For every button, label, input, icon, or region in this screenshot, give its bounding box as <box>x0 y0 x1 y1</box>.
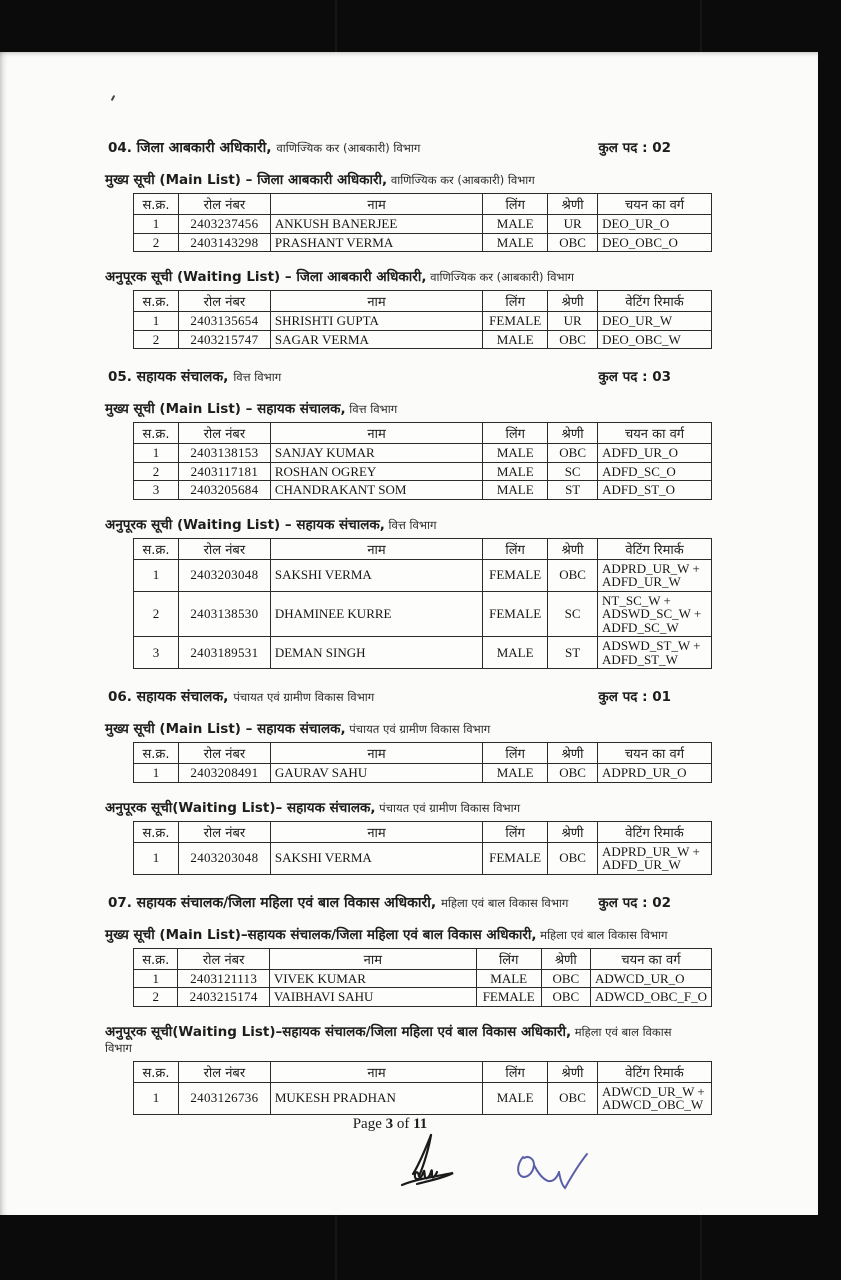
column-header: नाम <box>270 1061 482 1082</box>
gender-cell: MALE <box>483 462 548 481</box>
category-cell: ST <box>548 481 598 500</box>
column-header: श्रेणी <box>548 743 598 764</box>
total-posts: कुल पद : 03 <box>598 369 671 385</box>
selection-class-cell: ADFD_SC_O <box>598 462 712 481</box>
category-cell: OBC <box>548 1082 598 1114</box>
serial-cell: 1 <box>134 764 179 783</box>
column-header: श्रेणी <box>541 948 590 969</box>
name-cell: SAKSHI VERMA <box>270 842 482 874</box>
category-cell: OBC <box>548 233 598 252</box>
document-page <box>0 52 818 1215</box>
gender-cell: MALE <box>483 444 548 463</box>
gender-cell: MALE <box>476 969 541 988</box>
waiting-remark-cell: ADWCD_UR_W + ADWCD_OBC_W <box>597 1082 711 1114</box>
result-row <box>134 764 712 783</box>
gender-cell: FEMALE <box>483 591 548 637</box>
serial-cell: 1 <box>134 842 179 874</box>
waiting-list-table <box>133 821 712 875</box>
result-row <box>134 969 712 988</box>
category-cell: OBC <box>548 444 598 463</box>
main-list-heading-department: वाणिज्यिक कर (आबकारी) विभाग <box>387 173 535 187</box>
serial-cell: 2 <box>134 462 179 481</box>
page-num: 3 <box>385 1116 394 1132</box>
category-cell: SC <box>548 462 598 481</box>
result-row <box>134 1082 712 1114</box>
post-name: सहायक संचालक, <box>136 689 234 705</box>
name-cell: ANKUSH BANERJEE <box>270 215 482 234</box>
serial-cell: 3 <box>134 481 179 500</box>
result-row <box>134 591 712 637</box>
column-header: वेटिंग रिमार्क <box>597 1061 711 1082</box>
column-header: श्रेणी <box>548 291 598 312</box>
selection-class-cell: ADWCD_UR_O <box>591 969 712 988</box>
main-list-heading-title: मुख्य सूची (Main List) – जिला आबकारी अधिकारी, <box>105 172 388 188</box>
column-header: नाम <box>269 948 476 969</box>
serial-cell: 2 <box>134 233 179 252</box>
section-heading <box>105 892 671 912</box>
roll-number-cell: 2403203048 <box>178 559 270 591</box>
result-row <box>134 312 712 331</box>
roll-number-cell: 2403117181 <box>178 462 270 481</box>
column-header: लिंग <box>483 194 548 215</box>
category-cell: SC <box>548 591 598 637</box>
main-list-heading-department: महिला एवं बाल विकास विभाग <box>536 927 668 942</box>
waiting-list-table <box>133 290 712 349</box>
column-header: नाम <box>270 743 482 764</box>
total-posts: कुल पद : 02 <box>598 140 671 156</box>
header-row <box>134 1061 712 1082</box>
selection-class-cell: ADFD_ST_O <box>598 481 712 500</box>
result-row <box>134 637 712 669</box>
waiting-list-heading <box>105 515 675 533</box>
signature-blue-icon <box>513 1150 591 1194</box>
roll-number-cell: 2403135654 <box>178 312 270 331</box>
main-list-table <box>133 742 712 783</box>
gender-cell: MALE <box>483 330 548 349</box>
roll-number-cell: 2403215174 <box>178 988 269 1007</box>
section-title <box>108 686 374 706</box>
section-number: 04. <box>108 140 137 156</box>
gender-cell: MALE <box>483 215 548 234</box>
name-cell: SAKSHI VERMA <box>270 559 482 591</box>
column-header: स.क्र. <box>134 948 178 969</box>
result-row <box>134 330 712 349</box>
gender-cell: MALE <box>483 637 548 669</box>
name-cell: GAURAV SAHU <box>270 764 482 783</box>
column-header: लिंग <box>476 948 541 969</box>
main-list-table <box>133 422 712 500</box>
column-header: स.क्र. <box>134 291 179 312</box>
gender-cell: FEMALE <box>483 312 548 331</box>
result-row <box>134 559 712 591</box>
section-title <box>108 892 568 912</box>
name-cell: SAGAR VERMA <box>270 330 482 349</box>
main-list-heading-title: मुख्य सूची (Main List) – सहायक संचालक, <box>105 721 346 737</box>
waiting-list <box>105 798 700 875</box>
category-cell: OBC <box>548 842 598 874</box>
column-header: रोल नंबर <box>178 194 270 215</box>
main-list-heading <box>105 925 675 943</box>
column-header: चयन का वर्ग <box>598 423 712 444</box>
section-heading <box>105 137 671 157</box>
result-row <box>134 842 712 874</box>
main-list-heading-title: मुख्य सूची (Main List) – सहायक संचालक, <box>105 401 346 417</box>
serial-cell: 2 <box>134 591 179 637</box>
name-cell: CHANDRAKANT SOM <box>270 481 482 500</box>
column-header: रोल नंबर <box>178 423 270 444</box>
result-row <box>134 444 712 463</box>
result-row <box>134 988 712 1007</box>
selection-class-cell: ADFD_UR_O <box>598 444 712 463</box>
main-list-table <box>133 193 712 252</box>
main-list <box>105 925 707 1007</box>
category-cell: OBC <box>548 330 598 349</box>
gender-cell: FEMALE <box>483 559 548 591</box>
name-cell: SHRISHTI GUPTA <box>270 312 482 331</box>
serial-cell: 1 <box>134 559 179 591</box>
waiting-list-heading <box>105 267 675 285</box>
column-header: रोल नंबर <box>178 1061 270 1082</box>
column-header: नाम <box>270 423 482 444</box>
serial-cell: 2 <box>134 988 178 1007</box>
column-header: श्रेणी <box>548 821 598 842</box>
roll-number-cell: 2403121113 <box>178 969 269 988</box>
column-header: लिंग <box>483 291 548 312</box>
category-cell: OBC <box>548 764 598 783</box>
header-row <box>134 538 712 559</box>
serial-cell: 1 <box>134 1082 179 1114</box>
roll-number-cell: 2403189531 <box>178 637 270 669</box>
post-section-05 <box>105 366 702 669</box>
main-list <box>105 719 687 783</box>
waiting-list-heading-department: वाणिज्यिक कर (आबकारी) विभाग <box>426 270 575 284</box>
selection-class-cell: DEO_OBC_O <box>598 233 712 252</box>
waiting-list-heading <box>105 798 675 816</box>
column-header: चयन का वर्ग <box>591 948 712 969</box>
waiting-list <box>105 515 702 670</box>
waiting-remark-cell: NT_SC_W + ADSWD_SC_W + ADFD_SC_W <box>598 591 712 637</box>
roll-number-cell: 2403205684 <box>178 481 270 500</box>
gender-cell: MALE <box>483 1082 548 1114</box>
column-header: स.क्र. <box>134 1061 179 1082</box>
column-header: श्रेणी <box>548 423 598 444</box>
header-row <box>134 291 712 312</box>
section-number: 05. <box>108 369 137 385</box>
column-header: चयन का वर्ग <box>598 194 712 215</box>
column-header: श्रेणी <box>548 1061 598 1082</box>
column-header: स.क्र. <box>134 423 179 444</box>
header-row <box>134 821 712 842</box>
column-header: श्रेणी <box>548 194 598 215</box>
waiting-list-heading-title: अनुपूरक सूची(Waiting List)–सहायक संचालक/जिला महिला एवं बाल विकास अधिकारी, <box>105 1023 572 1040</box>
waiting-list-heading-title: अनुपूरक सूची(Waiting List)– सहायक संचालक, <box>105 799 376 816</box>
roll-number-cell: 2403215747 <box>178 330 270 349</box>
column-header: लिंग <box>483 743 548 764</box>
column-header: श्रेणी <box>548 538 598 559</box>
total-pages: 11 <box>413 1116 428 1132</box>
serial-cell: 1 <box>134 969 178 988</box>
column-header: लिंग <box>483 538 548 559</box>
section-title <box>108 366 281 386</box>
main-list-heading-department: वित्त विभाग <box>345 402 398 416</box>
of-word: of <box>396 1116 410 1132</box>
column-header: स.क्र. <box>134 194 179 215</box>
category-cell: OBC <box>541 969 590 988</box>
selection-class-cell: DEO_UR_O <box>598 215 712 234</box>
post-section-06 <box>105 686 700 875</box>
column-header: रोल नंबर <box>178 743 270 764</box>
department-name: वित्त विभाग <box>233 370 282 384</box>
column-header: रोल नंबर <box>178 948 269 969</box>
column-header: रोल नंबर <box>178 538 270 559</box>
gender-cell: FEMALE <box>483 842 548 874</box>
roll-number-cell: 2403208491 <box>178 764 270 783</box>
signature-black-icon <box>398 1132 470 1190</box>
department-name: महिला एवं बाल विकास विभाग <box>441 895 569 910</box>
column-header: रोल नंबर <box>178 291 270 312</box>
column-header: वेटिंग रिमार्क <box>598 538 712 559</box>
column-header: स.क्र. <box>134 538 179 559</box>
name-cell: VAIBHAVI SAHU <box>269 988 476 1007</box>
category-cell: OBC <box>548 559 598 591</box>
result-row <box>134 462 712 481</box>
name-cell: DHAMINEE KURRE <box>270 591 482 637</box>
gender-cell: MALE <box>483 481 548 500</box>
result-row <box>134 215 712 234</box>
waiting-list <box>105 267 684 349</box>
waiting-list-table <box>133 538 712 670</box>
section-number: 07. <box>108 894 137 911</box>
column-header: नाम <box>270 538 482 559</box>
serial-cell: 1 <box>134 444 179 463</box>
department-name: वाणिज्यिक कर (आबकारी) विभाग <box>276 141 421 155</box>
column-header: रोल नंबर <box>178 821 270 842</box>
main-list-heading <box>105 399 675 417</box>
header-row <box>134 423 712 444</box>
section-title <box>108 137 420 157</box>
column-header: लिंग <box>483 423 548 444</box>
total-posts: कुल पद : 01 <box>598 689 671 705</box>
serial-cell: 1 <box>134 215 179 234</box>
serial-cell: 1 <box>134 312 179 331</box>
main-list-heading-title: मुख्य सूची (Main List)–सहायक संचालक/जिला महिला एवं बाल विकास अधिकारी, <box>105 926 537 943</box>
gender-cell: FEMALE <box>476 988 541 1007</box>
column-header: नाम <box>270 291 482 312</box>
header-row <box>134 948 712 969</box>
column-header: स.क्र. <box>134 821 179 842</box>
category-cell: UR <box>548 312 598 331</box>
header-row <box>134 743 712 764</box>
name-cell: PRASHANT VERMA <box>270 233 482 252</box>
sections <box>105 52 707 1115</box>
waiting-list-table <box>133 1061 712 1115</box>
category-cell: OBC <box>541 988 590 1007</box>
selection-class-cell: ADWCD_OBC_F_O <box>591 988 712 1007</box>
main-list <box>105 399 685 500</box>
waiting-list-heading-department: पंचायत एवं ग्रामीण विकास विभाग <box>375 800 521 815</box>
name-cell: VIVEK KUMAR <box>269 969 476 988</box>
waiting-remark-cell: ADSWD_ST_W + ADFD_ST_W <box>598 637 712 669</box>
roll-number-cell: 2403203048 <box>178 842 270 874</box>
name-cell: SANJAY KUMAR <box>270 444 482 463</box>
waiting-list-heading-title: अनुपूरक सूची (Waiting List) – सहायक संचालक, <box>105 516 385 533</box>
main-list-heading-department: पंचायत एवं ग्रामीण विकास विभाग <box>345 722 491 736</box>
post-name: सहायक संचालक/जिला महिला एवं बाल विकास अधिकारी, <box>136 894 442 911</box>
header-row <box>134 194 712 215</box>
section-number: 06. <box>108 689 137 705</box>
waiting-list <box>105 1022 705 1115</box>
post-name: सहायक संचालक, <box>136 369 234 385</box>
column-header: स.क्र. <box>134 743 179 764</box>
main-list-heading <box>105 170 675 188</box>
page-word: Page <box>352 1116 382 1132</box>
department-name: पंचायत एवं ग्रामीण विकास विभाग <box>233 690 375 704</box>
waiting-remark-cell: ADPRD_UR_W + ADFD_UR_W <box>598 842 712 874</box>
selection-class-cell: ADPRD_UR_O <box>598 764 712 783</box>
column-header: नाम <box>270 194 482 215</box>
category-cell: UR <box>548 215 598 234</box>
main-list-table <box>133 948 712 1007</box>
name-cell: MUKESH PRADHAN <box>270 1082 482 1114</box>
post-section-07 <box>105 892 707 1115</box>
result-row <box>134 481 712 500</box>
column-header: लिंग <box>483 1061 548 1082</box>
waiting-list-heading <box>105 1022 675 1056</box>
column-header: वेटिंग रिमार्क <box>598 821 712 842</box>
section-heading <box>105 686 671 706</box>
column-header: नाम <box>270 821 482 842</box>
column-header: चयन का वर्ग <box>598 743 712 764</box>
serial-cell: 3 <box>134 637 179 669</box>
main-list-heading <box>105 719 675 737</box>
name-cell: DEMAN SINGH <box>270 637 482 669</box>
roll-number-cell: 2403126736 <box>178 1082 270 1114</box>
column-header: वेटिंग रिमार्क <box>598 291 712 312</box>
waiting-list-heading-title: अनुपूरक सूची (Waiting List) – जिला आबकारी अधिकारी, <box>105 269 427 285</box>
total-posts: कुल पद : 02 <box>598 894 671 911</box>
serial-cell: 2 <box>134 330 179 349</box>
waiting-list-heading-department: महिला एवं बाल विकास विभाग <box>105 1024 672 1055</box>
roll-number-cell: 2403237456 <box>178 215 270 234</box>
waiting-list-heading-department: वित्त विभाग <box>384 517 437 532</box>
column-header: लिंग <box>483 821 548 842</box>
category-cell: ST <box>548 637 598 669</box>
post-section-04 <box>105 137 685 349</box>
roll-number-cell: 2403138530 <box>178 591 270 637</box>
roll-number-cell: 2403138153 <box>178 444 270 463</box>
main-list <box>105 170 685 252</box>
post-name: जिला आबकारी अधिकारी, <box>136 140 277 156</box>
page-number <box>105 1116 675 1133</box>
waiting-remark-cell: DEO_UR_W <box>598 312 712 331</box>
waiting-remark-cell: DEO_OBC_W <box>598 330 712 349</box>
result-row <box>134 233 712 252</box>
gender-cell: MALE <box>483 764 548 783</box>
waiting-remark-cell: ADPRD_UR_W + ADFD_UR_W <box>598 559 712 591</box>
name-cell: ROSHAN OGREY <box>270 462 482 481</box>
section-heading <box>105 366 671 386</box>
gender-cell: MALE <box>483 233 548 252</box>
roll-number-cell: 2403143298 <box>178 233 270 252</box>
